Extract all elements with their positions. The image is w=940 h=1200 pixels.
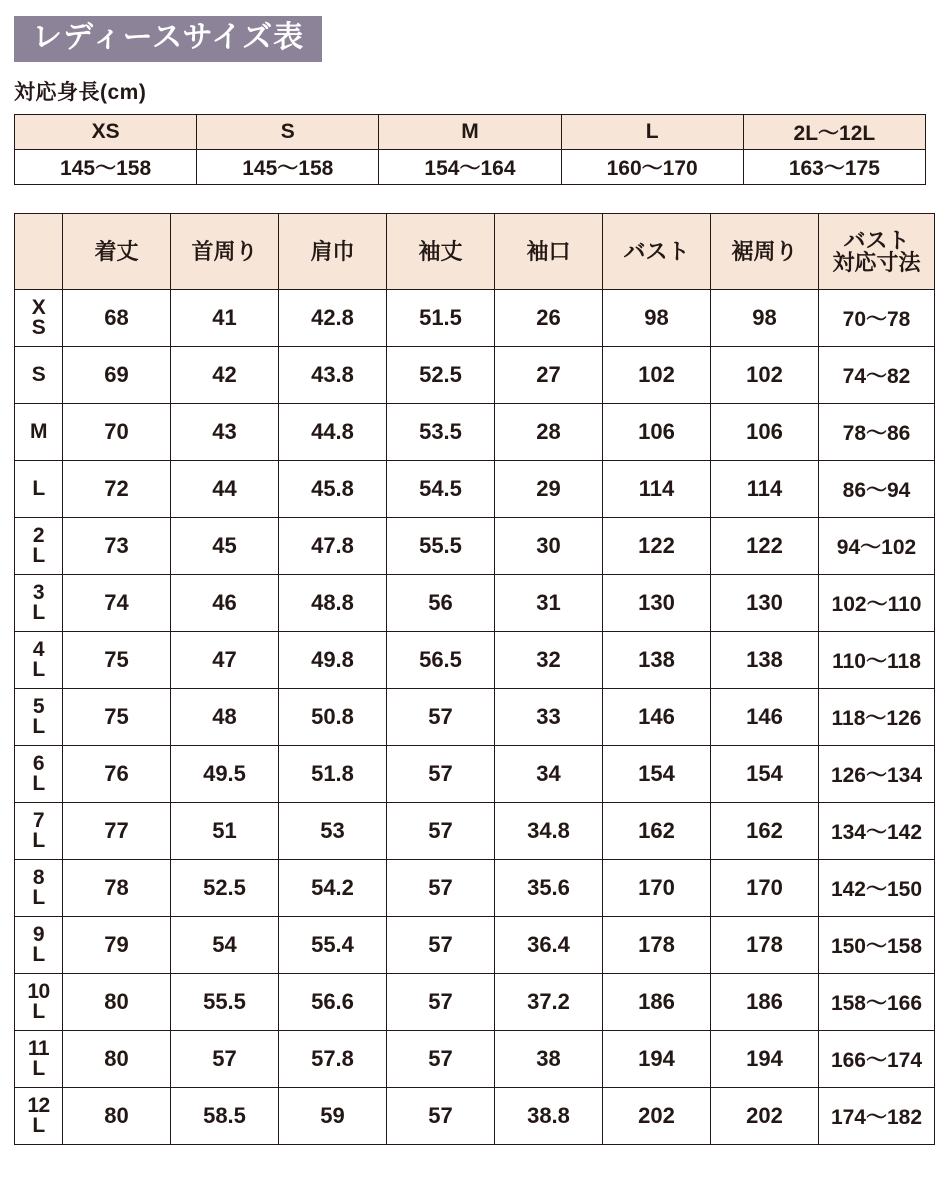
table-row [15,461,935,518]
height-value-xs: 145〜158 [15,150,197,185]
table-row [15,1088,935,1145]
table-cell: 57 [171,1031,279,1088]
row-size-label [15,290,63,347]
table-cell: 46 [171,575,279,632]
table-cell: 29 [495,461,603,518]
table-cell: 54.2 [279,860,387,917]
table-cell: 77 [63,803,171,860]
table-cell: 126〜134 [819,746,935,803]
table-row [15,575,935,632]
measurement-col-bust-taio-sunpo [819,214,935,290]
table-cell: 38.8 [495,1088,603,1145]
table-cell: 102 [711,347,819,404]
table-cell: 146 [711,689,819,746]
row-size-line1: L [32,476,45,500]
table-cell: 186 [603,974,711,1031]
measurement-col-kubimawari: 首周り [171,214,279,290]
row-size-line1: 7 [32,808,45,832]
table-cell: 75 [63,632,171,689]
height-table [14,114,926,185]
table-cell: 72 [63,461,171,518]
table-cell: 36.4 [495,917,603,974]
table-cell: 41 [171,290,279,347]
row-size-line1: X [31,295,46,319]
row-size-label [15,803,63,860]
measurement-col-susomawari: 裾周り [711,214,819,290]
table-cell: 118〜126 [819,689,935,746]
row-size-label [15,347,63,404]
row-size-line1: 12 [27,1093,50,1117]
table-cell: 57 [387,974,495,1031]
row-size-label [15,746,63,803]
measurement-col-sodetake: 袖丈 [387,214,495,290]
table-cell: 31 [495,575,603,632]
table-row [15,689,935,746]
table-cell: 170 [603,860,711,917]
row-size-label [15,575,63,632]
table-cell: 51.5 [387,290,495,347]
table-cell: 53.5 [387,404,495,461]
row-size-line2: L [32,1057,45,1080]
height-col-m: M [379,115,561,150]
row-size-line1: S [31,362,46,386]
table-cell: 186 [711,974,819,1031]
table-cell: 154 [603,746,711,803]
table-cell: 55.5 [171,974,279,1031]
row-size-line1: 2 [32,523,45,547]
table-cell: 114 [711,461,819,518]
table-row [15,917,935,974]
table-row [15,404,935,461]
table-cell: 98 [711,290,819,347]
row-size-line1: 3 [32,580,45,604]
table-cell: 57 [387,1031,495,1088]
table-cell: 162 [603,803,711,860]
row-size-line1: 4 [32,637,45,661]
table-cell: 94〜102 [819,518,935,575]
table-cell: 106 [603,404,711,461]
row-size-label [15,860,63,917]
table-row [15,803,935,860]
table-cell: 74 [63,575,171,632]
table-row [15,860,935,917]
table-cell: 102〜110 [819,575,935,632]
height-col-xs: XS [15,115,197,150]
height-col-l: L [561,115,743,150]
measurement-header-row [15,214,935,290]
table-cell: 56 [387,575,495,632]
row-size-line1: M [30,419,47,443]
row-size-line2: L [32,658,45,681]
table-cell: 49.5 [171,746,279,803]
table-cell: 59 [279,1088,387,1145]
table-cell: 52.5 [387,347,495,404]
table-cell: 28 [495,404,603,461]
table-cell: 80 [63,974,171,1031]
table-cell: 80 [63,1031,171,1088]
table-cell: 98 [603,290,711,347]
table-cell: 53 [279,803,387,860]
row-size-label [15,461,63,518]
page-title: レディースサイズ表 [14,16,322,62]
table-cell: 138 [711,632,819,689]
row-size-label [15,689,63,746]
table-cell: 38 [495,1031,603,1088]
table-row [15,746,935,803]
table-cell: 138 [603,632,711,689]
table-cell: 78〜86 [819,404,935,461]
table-cell: 154 [711,746,819,803]
table-row [15,290,935,347]
row-size-label [15,518,63,575]
row-size-line2: L [32,1000,45,1023]
table-cell: 86〜94 [819,461,935,518]
table-cell: 110〜118 [819,632,935,689]
measurement-section [14,213,926,1145]
table-cell: 178 [603,917,711,974]
table-cell: 57 [387,860,495,917]
table-cell: 27 [495,347,603,404]
row-size-label [15,917,63,974]
height-value-s: 145〜158 [197,150,379,185]
table-cell: 80 [63,1088,171,1145]
table-cell: 45 [171,518,279,575]
table-cell: 32 [495,632,603,689]
table-cell: 70 [63,404,171,461]
height-table-value-row [15,150,926,185]
table-row [15,347,935,404]
table-cell: 26 [495,290,603,347]
table-cell: 57 [387,803,495,860]
table-cell: 57 [387,689,495,746]
table-cell: 57 [387,917,495,974]
row-size-label [15,974,63,1031]
row-size-line1: 5 [32,694,45,718]
table-cell: 134〜142 [819,803,935,860]
row-size-line2: S [31,316,46,339]
row-size-line2: L [32,601,45,624]
table-cell: 202 [603,1088,711,1145]
measurement-col-bust: バスト [603,214,711,290]
height-value-m: 154〜164 [379,150,561,185]
table-cell: 73 [63,518,171,575]
table-cell: 158〜166 [819,974,935,1031]
measurement-table [14,213,935,1145]
height-section-label: 対応身長(cm) [14,81,147,104]
table-cell: 102 [603,347,711,404]
table-cell: 49.8 [279,632,387,689]
row-size-line1: 11 [27,1036,50,1060]
table-cell: 48.8 [279,575,387,632]
table-cell: 55.5 [387,518,495,575]
table-cell: 146 [603,689,711,746]
measurement-body [15,290,935,1145]
table-cell: 43.8 [279,347,387,404]
row-size-label [15,404,63,461]
bust-taio-line1: バスト [843,228,910,254]
table-row [15,518,935,575]
table-cell: 130 [603,575,711,632]
table-cell: 44.8 [279,404,387,461]
table-cell: 130 [711,575,819,632]
table-cell: 150〜158 [819,917,935,974]
table-cell: 37.2 [495,974,603,1031]
row-size-line1: 6 [32,751,45,775]
table-cell: 42 [171,347,279,404]
table-cell: 45.8 [279,461,387,518]
measurement-corner-cell [15,214,63,290]
table-cell: 51.8 [279,746,387,803]
table-cell: 56.5 [387,632,495,689]
table-cell: 50.8 [279,689,387,746]
table-cell: 202 [711,1088,819,1145]
table-cell: 75 [63,689,171,746]
table-cell: 34.8 [495,803,603,860]
height-table-header-row [15,115,926,150]
height-value-2l-12l: 163〜175 [743,150,925,185]
table-cell: 69 [63,347,171,404]
table-row [15,1031,935,1088]
height-value-l: 160〜170 [561,150,743,185]
table-cell: 122 [711,518,819,575]
row-size-line2: L [32,544,45,567]
row-size-line1: 9 [32,922,45,946]
bust-taio-line2: 対応寸法 [832,249,921,275]
table-cell: 51 [171,803,279,860]
row-size-label [15,632,63,689]
table-cell: 48 [171,689,279,746]
table-cell: 122 [603,518,711,575]
table-row [15,632,935,689]
table-cell: 58.5 [171,1088,279,1145]
table-cell: 56.6 [279,974,387,1031]
row-size-label [15,1088,63,1145]
height-col-2l-12l: 2L〜12L [743,115,925,150]
table-cell: 78 [63,860,171,917]
table-cell: 142〜150 [819,860,935,917]
table-cell: 194 [711,1031,819,1088]
table-cell: 33 [495,689,603,746]
measurement-col-kitake: 着丈 [63,214,171,290]
height-col-s: S [197,115,379,150]
table-cell: 35.6 [495,860,603,917]
row-size-line1: 8 [32,865,45,889]
table-cell: 162 [711,803,819,860]
table-cell: 47.8 [279,518,387,575]
row-size-line2: L [32,943,45,966]
table-cell: 54 [171,917,279,974]
row-size-line2: L [32,886,45,909]
table-cell: 42.8 [279,290,387,347]
table-cell: 34 [495,746,603,803]
table-row [15,974,935,1031]
measurement-col-katahaba: 肩巾 [279,214,387,290]
row-size-line1: 10 [27,979,50,1003]
table-cell: 55.4 [279,917,387,974]
table-cell: 74〜82 [819,347,935,404]
table-cell: 57 [387,1088,495,1145]
table-cell: 70〜78 [819,290,935,347]
table-cell: 178 [711,917,819,974]
table-cell: 43 [171,404,279,461]
table-cell: 57 [387,746,495,803]
row-size-line2: L [32,772,45,795]
row-size-line2: L [32,829,45,852]
table-cell: 54.5 [387,461,495,518]
table-cell: 79 [63,917,171,974]
table-cell: 44 [171,461,279,518]
table-cell: 52.5 [171,860,279,917]
row-size-line2: L [32,1114,45,1137]
table-cell: 76 [63,746,171,803]
table-cell: 166〜174 [819,1031,935,1088]
table-cell: 68 [63,290,171,347]
table-cell: 30 [495,518,603,575]
row-size-label [15,1031,63,1088]
table-cell: 194 [603,1031,711,1088]
row-size-line2: L [32,715,45,738]
measurement-col-sodeguchi: 袖口 [495,214,603,290]
table-cell: 106 [711,404,819,461]
table-cell: 174〜182 [819,1088,935,1145]
table-cell: 47 [171,632,279,689]
table-cell: 170 [711,860,819,917]
table-cell: 114 [603,461,711,518]
table-cell: 57.8 [279,1031,387,1088]
